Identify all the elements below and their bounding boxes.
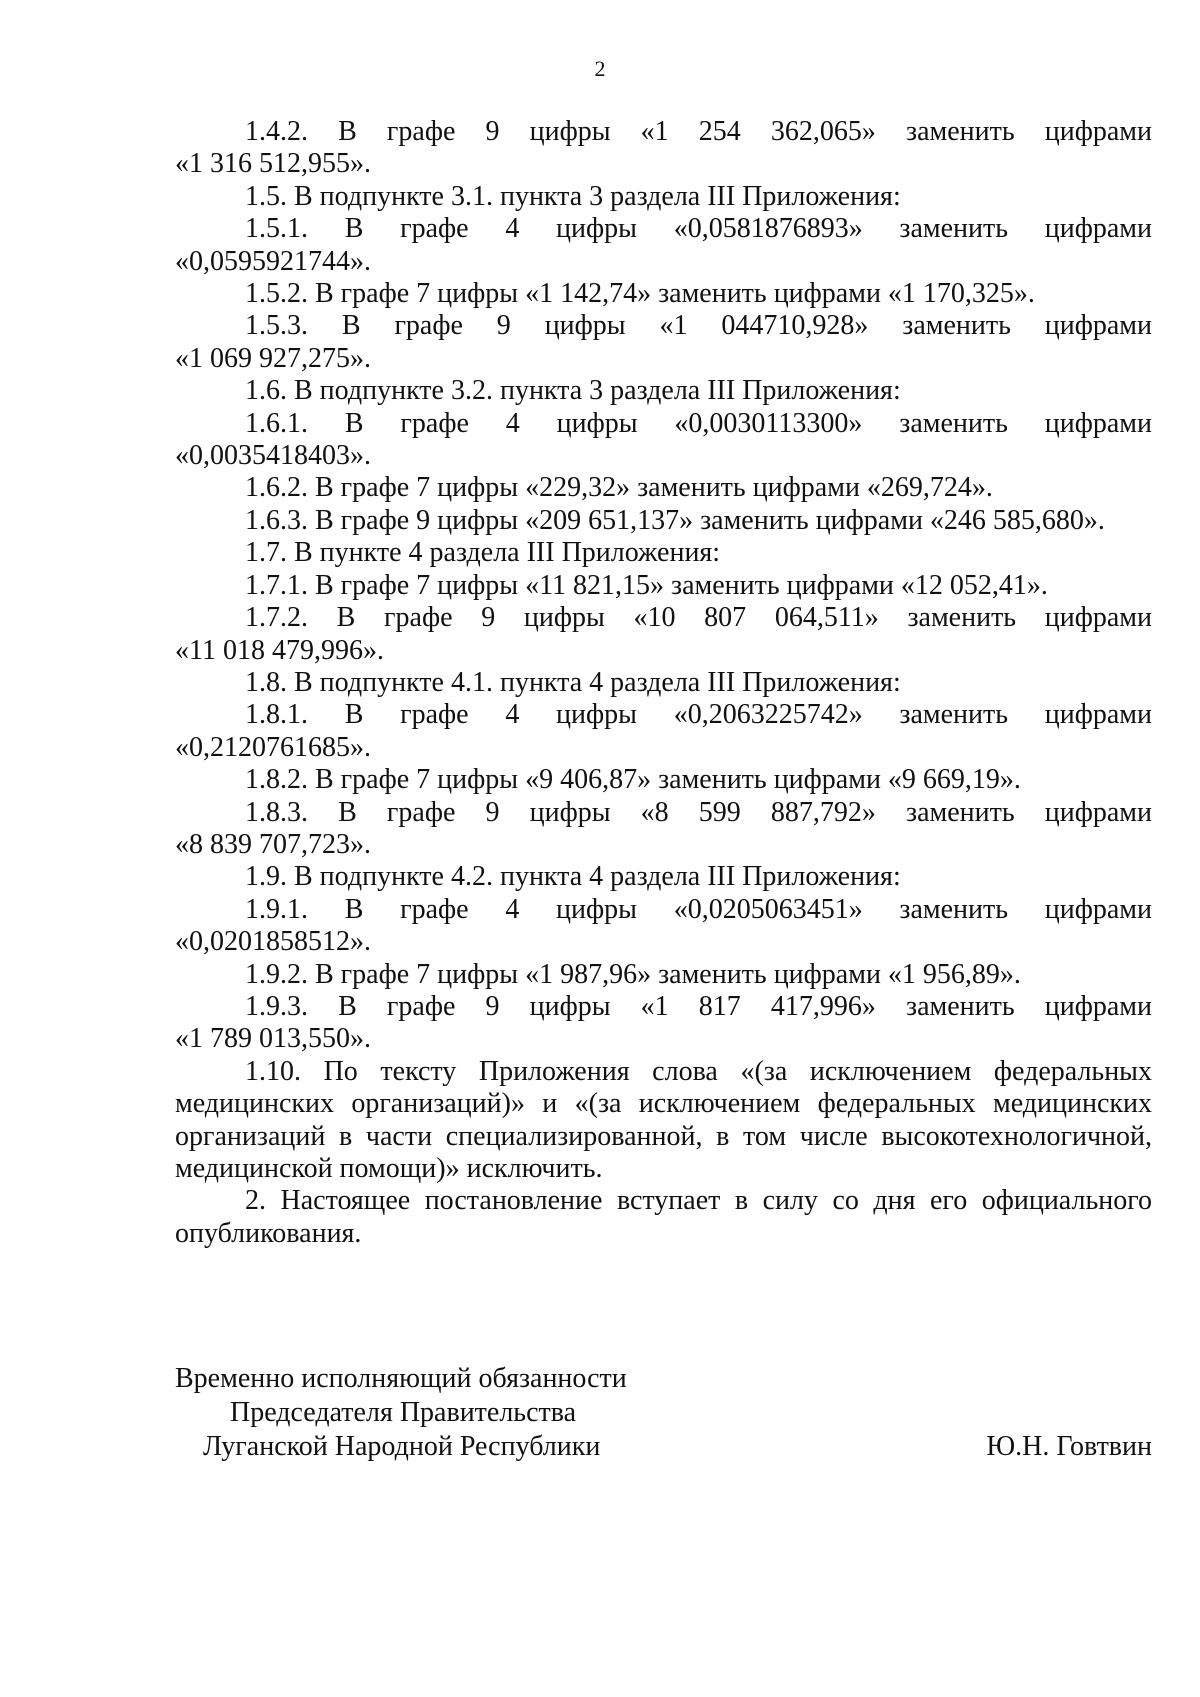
paragraph-1-6-1-line-2: «0,0035418403».: [175, 440, 371, 472]
signatory-title: [175, 1362, 695, 1464]
signatory-name: Ю.Н. Говтвин: [986, 1431, 1152, 1462]
document-body: [175, 116, 1152, 1250]
paragraph-1-5-3-line-2: «1 069 927,275».: [175, 342, 371, 374]
paragraph-1-4-2-line-1: 1.4.2. В графе 9 цифры «1 254 362,065» заменить цифрами: [245, 116, 1152, 147]
paragraph-1-7-1: 1.7.1. В графе 7 цифры «11 821,15» заменить цифрами «12 052,41».: [245, 569, 1048, 601]
paragraph-1-7: 1.7. В пункте 4 раздела III Приложения:: [245, 537, 721, 569]
paragraph-1-5-2: 1.5.2. В графе 7 цифры «1 142,74» заменить цифрами «1 170,325».: [245, 278, 1035, 310]
signatory-title-line-3: Луганской Народной Республики: [203, 1431, 601, 1462]
paragraph-1-8: 1.8. В подпункте 4.1. пункта 4 раздела III Приложения:: [245, 666, 901, 698]
paragraph-1-8-3-line-2: «8 839 707,723».: [175, 828, 371, 860]
paragraph-2: 2. Настоящее постановление вступает в силу со дня его официального опубликования.: [175, 1185, 1152, 1249]
paragraph-1-8-2: 1.8.2. В графе 7 цифры «9 406,87» заменить цифрами «9 669,19».: [245, 764, 1021, 796]
paragraph-1-9-1-line-1: 1.9.1. В графе 4 цифры «0,0205063451» заменить цифрами: [245, 893, 1152, 925]
paragraph-1-5-3-line-1: 1.5.3. В графе 9 цифры «1 044710,928» заменить цифрами: [245, 310, 1152, 342]
paragraph-1-5-1-line-1: 1.5.1. В графе 4 цифры «0,0581876893» заменить цифрами: [245, 213, 1152, 245]
paragraph-1-7-2-line-2: «11 018 479,996».: [175, 634, 384, 666]
page-number: 2: [594, 56, 606, 81]
paragraph-1-5-1-line-2: «0,0595921744».: [175, 245, 371, 277]
paragraph-1-8-1-line-2: «0,2120761685».: [175, 731, 371, 763]
paragraph-1-5: 1.5. В подпункте 3.1. пункта 3 раздела III Приложения:: [245, 180, 901, 212]
paragraph-1-9-2: 1.9.2. В графе 7 цифры «1 987,96» заменить цифрами «1 956,89».: [245, 958, 1021, 990]
paragraph-1-6-1-line-1: 1.6.1. В графе 4 цифры «0,0030113300» заменить цифрами: [245, 407, 1152, 439]
signatory-title-line-1: Временно исполняющий обязанности: [175, 1363, 627, 1394]
paragraph-1-9-3-line-2: «1 789 013,550».: [175, 1023, 371, 1055]
paragraph-1-9: 1.9. В подпункте 4.2. пункта 4 раздела III Приложения:: [245, 861, 901, 893]
paragraph-1-6-3: 1.6.3. В графе 9 цифры «209 651,137» заменить цифрами «246 585,680».: [245, 504, 1105, 536]
paragraph-1-8-3-line-1: 1.8.3. В графе 9 цифры «8 599 887,792» заменить цифрами: [245, 796, 1152, 828]
paragraph-1-4-2-line-2: «1 316 512,955».: [175, 148, 371, 180]
paragraph-1-10: 1.10. По тексту Приложения слова «(за исключением федеральных медицинских организаций)» и «(за исключением федеральных медицинских организаций в части специализированной, в том числе высокотехнологичной, медицинской помощи)» исключить.: [175, 1055, 1152, 1184]
paragraph-1-9-3-line-1: 1.9.3. В графе 9 цифры «1 817 417,996» заменить цифрами: [245, 990, 1152, 1022]
paragraph-1-9-1-line-2: «0,0201858512».: [175, 926, 371, 958]
signatory-title-line-2: Председателя Правительства: [230, 1397, 577, 1428]
paragraph-1-8-1-line-1: 1.8.1. В графе 4 цифры «0,2063225742» заменить цифрами: [245, 699, 1152, 731]
paragraph-1-6-2: 1.6.2. В графе 7 цифры «229,32» заменить цифрами «269,724».: [245, 472, 993, 504]
paragraph-1-7-2-line-1: 1.7.2. В графе 9 цифры «10 807 064,511» заменить цифрами: [245, 602, 1152, 634]
paragraph-1-6: 1.6. В подпункте 3.2. пункта 3 раздела III Приложения:: [245, 375, 901, 407]
